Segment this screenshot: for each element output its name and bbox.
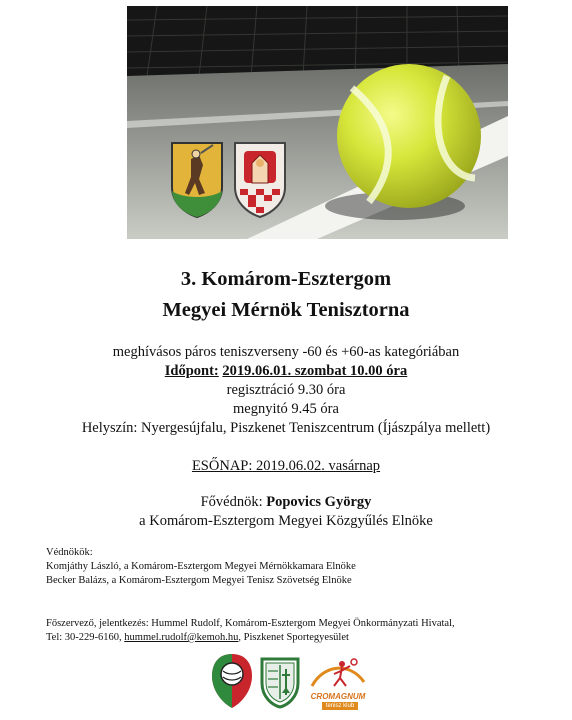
contact-tel: Tel: 30-229-6160, <box>46 632 122 643</box>
rain-day-line <box>0 457 572 475</box>
venue-value: Nyergesújfalu, Piszkenet Teniszcentrum (Íjászpálya mellett) <box>141 420 491 436</box>
invite-text: meghívásos páros teniszverseny -60 és +60-as kategóriában <box>112 344 460 360</box>
sponsor-line-1: Komjáthy László, a Komárom-Esztergom Megyei Mérnökkamara Elnöke <box>46 561 356 572</box>
cromagnum-text: CROMAGNUM <box>310 692 366 701</box>
patron-label: Fővédnök: <box>200 494 263 510</box>
rain-day-label: ESŐNAP: <box>191 458 253 474</box>
cromagnum-logo <box>306 656 370 712</box>
venue-line <box>0 419 572 437</box>
date-line <box>0 362 572 380</box>
contact-email-link[interactable]: hummel.rudolf@kemoh.hu <box>124 632 239 643</box>
venue-label: Helyszín: <box>81 420 138 436</box>
esztergom-crest-icon <box>232 139 288 219</box>
patron-role: a Komárom-Esztergom Megyei Közgyűlés Elnöke <box>139 513 433 529</box>
patron-line <box>0 493 572 511</box>
patron-name: Popovics György <box>266 494 372 510</box>
hungarian-coat-of-arms-icon <box>258 655 302 709</box>
cromagnum-subtext: tenisz klub <box>322 702 358 710</box>
organizer-line: Főszervező, jelentkezés: Hummel Rudolf, Komárom-Esztergom Megyei Önkormányzati Hivatal, <box>46 618 455 629</box>
hero-image <box>127 6 508 239</box>
date-value: 2019.06.01. szombat 10.00 óra <box>222 363 408 379</box>
date-label: Időpont: <box>164 363 219 379</box>
opening-time: megnyitó 9.45 óra <box>233 401 339 417</box>
tennis-player-icon <box>306 656 370 696</box>
event-title-line1: 3. Komárom-Esztergom <box>180 268 392 290</box>
sponsor-line-2: Becker Balázs, a Komárom-Esztergom Megyei Tenisz Szövetség Elnöke <box>46 575 352 586</box>
rain-day-value: 2019.06.02. vasárnap <box>256 458 381 474</box>
komarom-crest-icon <box>169 139 225 219</box>
piszkenet-logo-icon <box>210 652 254 710</box>
event-title-line2: Megyei Mérnök Tenisztorna <box>162 299 410 321</box>
contact-club: , Piszkenet Sportegyesület <box>238 632 349 643</box>
sponsors-heading: Védnökök: <box>46 547 93 558</box>
registration-time: regisztráció 9.30 óra <box>226 382 346 398</box>
contact-line <box>46 631 349 645</box>
